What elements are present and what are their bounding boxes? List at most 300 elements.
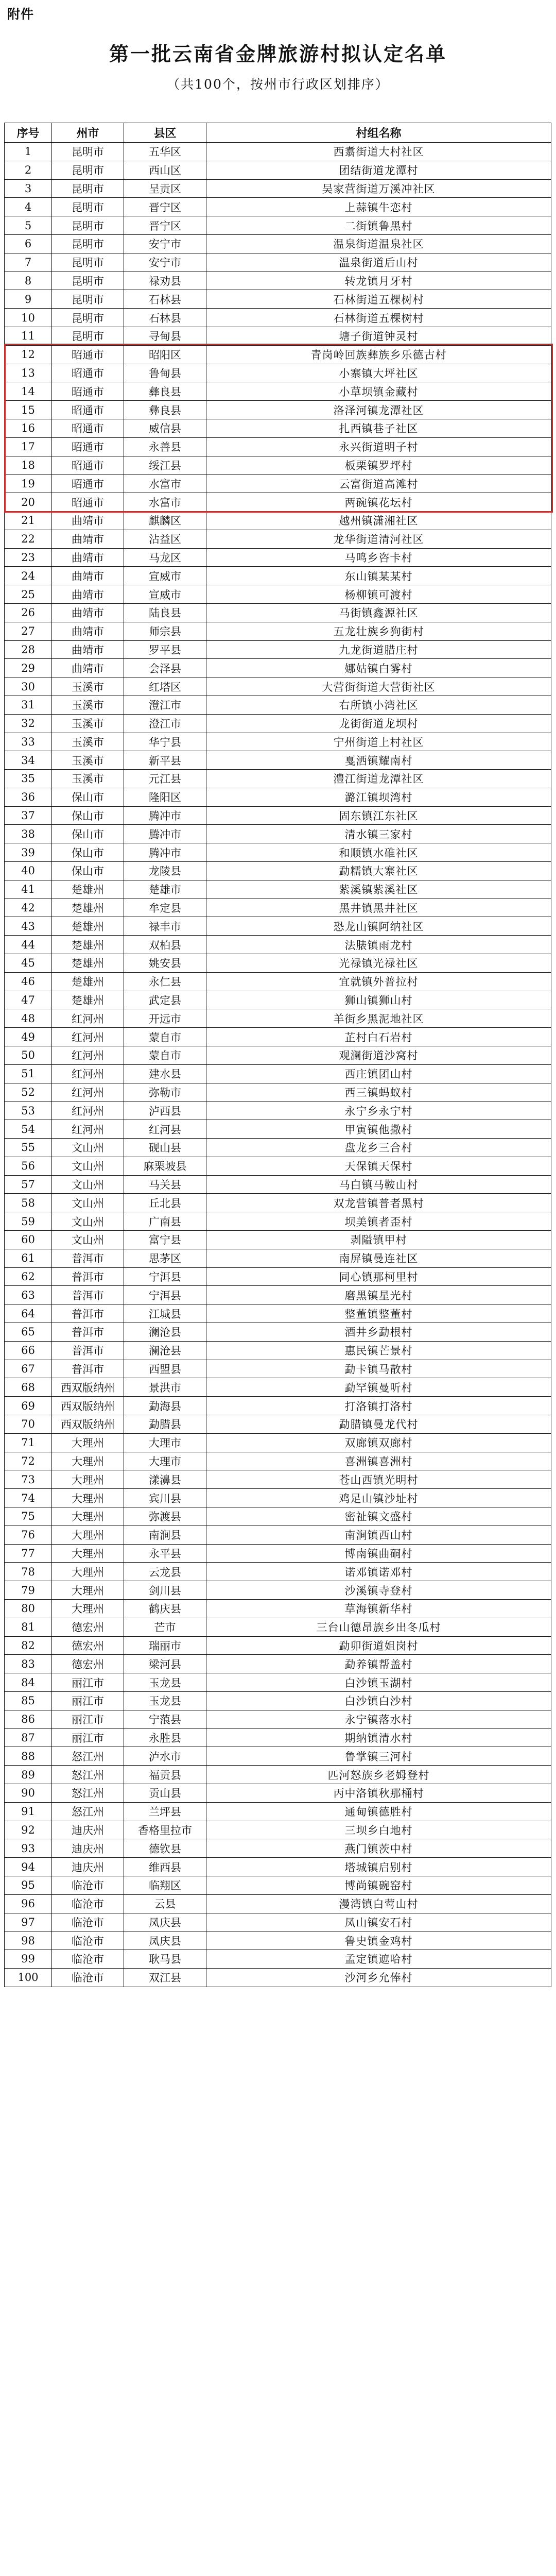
cell-prefecture: 文山州 (52, 1212, 124, 1231)
cell-county: 腾冲市 (124, 825, 206, 843)
cell-prefecture: 昭通市 (52, 474, 124, 493)
cell-index: 33 (5, 733, 52, 751)
cell-county: 禄丰市 (124, 917, 206, 936)
cell-village-name: 两碗镇花坛村 (206, 493, 551, 512)
cell-county: 彝良县 (124, 382, 206, 401)
cell-village-name: 扎西镇巷子社区 (206, 419, 551, 437)
cell-index: 64 (5, 1304, 52, 1323)
cell-village-name: 鲁掌镇三河村 (206, 1747, 551, 1766)
table-row (5, 843, 551, 862)
cell-prefecture: 德宏州 (52, 1636, 124, 1655)
cell-prefecture: 大理州 (52, 1563, 124, 1581)
cell-index: 18 (5, 456, 52, 474)
table-body (5, 143, 551, 1987)
cell-village-name: 同心镇那柯里村 (206, 1267, 551, 1286)
cell-village-name: 石林街道五棵树村 (206, 309, 551, 327)
table-row (5, 253, 551, 272)
cell-prefecture: 西双版纳州 (52, 1415, 124, 1433)
cell-index: 61 (5, 1249, 52, 1267)
cell-index: 93 (5, 1839, 52, 1858)
cell-prefecture: 西双版纳州 (52, 1378, 124, 1397)
cell-index: 62 (5, 1267, 52, 1286)
cell-index: 25 (5, 585, 52, 604)
cell-prefecture: 玉溪市 (52, 751, 124, 770)
cell-index: 40 (5, 862, 52, 880)
cell-prefecture: 德宏州 (52, 1618, 124, 1636)
cell-prefecture: 普洱市 (52, 1360, 124, 1378)
cell-village-name: 三台山德昂族乡出冬瓜村 (206, 1618, 551, 1636)
cell-county: 红塔区 (124, 677, 206, 696)
cell-index: 63 (5, 1286, 52, 1304)
cell-village-name: 右所镇小湾社区 (206, 696, 551, 714)
cell-county: 腾冲市 (124, 843, 206, 862)
cell-index: 5 (5, 216, 52, 235)
cell-county: 大理市 (124, 1433, 206, 1452)
cell-prefecture: 临沧市 (52, 1876, 124, 1894)
cell-county: 大理市 (124, 1452, 206, 1470)
cell-county: 思茅区 (124, 1249, 206, 1267)
cell-county: 西山区 (124, 161, 206, 179)
cell-county: 泸水市 (124, 1747, 206, 1766)
table-row (5, 1913, 551, 1931)
cell-county: 芒市 (124, 1618, 206, 1636)
cell-village-name: 清水镇三家村 (206, 825, 551, 843)
cell-index: 9 (5, 290, 52, 309)
cell-county: 澄江市 (124, 696, 206, 714)
table-row (5, 1526, 551, 1544)
table-row (5, 1304, 551, 1323)
cell-index: 8 (5, 272, 52, 290)
cell-prefecture: 昆明市 (52, 327, 124, 345)
cell-index: 100 (5, 1968, 52, 1987)
table-row (5, 1139, 551, 1157)
cell-index: 95 (5, 1876, 52, 1894)
table-row (5, 991, 551, 1009)
table-row (5, 1028, 551, 1046)
cell-county: 南涧县 (124, 1526, 206, 1544)
table-row (5, 1821, 551, 1839)
cell-village-name: 吴家营街道万溪冲社区 (206, 179, 551, 198)
table-row (5, 290, 551, 309)
table-row (5, 161, 551, 179)
cell-county: 楚雄市 (124, 880, 206, 899)
cell-index: 12 (5, 345, 52, 364)
table-row (5, 493, 551, 512)
cell-index: 23 (5, 548, 52, 567)
cell-county: 永仁县 (124, 972, 206, 991)
cell-village-name: 塘子街道钟灵村 (206, 327, 551, 345)
cell-index: 27 (5, 622, 52, 640)
cell-prefecture: 普洱市 (52, 1267, 124, 1286)
cell-index: 72 (5, 1452, 52, 1470)
cell-index: 17 (5, 437, 52, 456)
cell-index: 6 (5, 234, 52, 253)
cell-index: 86 (5, 1710, 52, 1728)
table-row (5, 640, 551, 659)
cell-village-name: 苍山西镇光明村 (206, 1470, 551, 1489)
cell-prefecture: 昆明市 (52, 143, 124, 161)
cell-prefecture: 昆明市 (52, 234, 124, 253)
table-row (5, 751, 551, 770)
cell-index: 21 (5, 511, 52, 530)
cell-village-name: 团结街道龙潭村 (206, 161, 551, 179)
cell-county: 弥勒市 (124, 1083, 206, 1101)
cell-county: 呈贡区 (124, 179, 206, 198)
cell-prefecture: 楚雄州 (52, 954, 124, 973)
cell-prefecture: 德宏州 (52, 1655, 124, 1673)
cell-county: 麻栗坡县 (124, 1157, 206, 1175)
cell-index: 10 (5, 309, 52, 327)
cell-village-name: 青岗岭回族彝族乡乐德古村 (206, 345, 551, 364)
cell-village-name: 永兴街道明子村 (206, 437, 551, 456)
cell-village-name: 永宁乡永宁村 (206, 1101, 551, 1120)
cell-county: 梁河县 (124, 1655, 206, 1673)
table-row (5, 733, 551, 751)
page-title: 第一批云南省金牌旅游村拟认定名单 (109, 42, 447, 65)
table-row (5, 1286, 551, 1304)
table-row (5, 585, 551, 604)
cell-county: 威信县 (124, 419, 206, 437)
cell-village-name: 石林街道五棵树村 (206, 290, 551, 309)
cell-county: 耿马县 (124, 1950, 206, 1969)
cell-county: 泸西县 (124, 1101, 206, 1120)
cell-village-name: 芷村白石岩村 (206, 1028, 551, 1046)
cell-index: 94 (5, 1858, 52, 1876)
cell-county: 凤庆县 (124, 1931, 206, 1950)
cell-village-name: 南屏镇曼连社区 (206, 1249, 551, 1267)
table-row (5, 1378, 551, 1397)
cell-village-name: 澧江街道龙潭社区 (206, 770, 551, 788)
cell-county: 蒙自市 (124, 1028, 206, 1046)
table-row (5, 364, 551, 382)
table-row (5, 1267, 551, 1286)
cell-village-name: 东山镇某某村 (206, 567, 551, 585)
cell-county: 西盟县 (124, 1360, 206, 1378)
cell-index: 71 (5, 1433, 52, 1452)
cell-county: 昭阳区 (124, 345, 206, 364)
cell-county: 腾冲市 (124, 806, 206, 825)
cell-village-name: 马白镇马鞍山村 (206, 1175, 551, 1194)
cell-village-name: 甲寅镇他撒村 (206, 1120, 551, 1139)
cell-prefecture: 文山州 (52, 1175, 124, 1194)
cell-prefecture: 昭通市 (52, 419, 124, 437)
cell-county: 蒙自市 (124, 1046, 206, 1065)
cell-village-name: 永宁镇落水村 (206, 1710, 551, 1728)
cell-index: 14 (5, 382, 52, 401)
cell-index: 52 (5, 1083, 52, 1101)
cell-prefecture: 大理州 (52, 1470, 124, 1489)
cell-village-name: 宁州街道上村社区 (206, 733, 551, 751)
table-row (5, 1397, 551, 1415)
cell-prefecture: 楚雄州 (52, 972, 124, 991)
cell-village-name: 固东镇江东社区 (206, 806, 551, 825)
cell-county: 绥江县 (124, 456, 206, 474)
cell-index: 60 (5, 1231, 52, 1249)
table-header-row (5, 123, 551, 143)
cell-county: 维西县 (124, 1858, 206, 1876)
table-row (5, 327, 551, 345)
cell-county: 罗平县 (124, 640, 206, 659)
table-row (5, 1064, 551, 1083)
cell-index: 57 (5, 1175, 52, 1194)
cell-county: 禄劝县 (124, 272, 206, 290)
cell-index: 78 (5, 1563, 52, 1581)
cell-prefecture: 大理州 (52, 1452, 124, 1470)
table-row (5, 1599, 551, 1618)
table-row (5, 1618, 551, 1636)
table-row (5, 1673, 551, 1692)
cell-county: 元江县 (124, 770, 206, 788)
cell-village-name: 丙中洛镇秋那桶村 (206, 1784, 551, 1802)
table-row (5, 1046, 551, 1065)
cell-village-name: 天保镇天保村 (206, 1157, 551, 1175)
cell-index: 92 (5, 1821, 52, 1839)
cell-village-name: 狮山镇狮山村 (206, 991, 551, 1009)
cell-index: 38 (5, 825, 52, 843)
cell-index: 59 (5, 1212, 52, 1231)
table-row (5, 1231, 551, 1249)
cell-prefecture: 曲靖市 (52, 511, 124, 530)
cell-index: 56 (5, 1157, 52, 1175)
cell-prefecture: 红河州 (52, 1120, 124, 1139)
cell-county: 澄江市 (124, 714, 206, 733)
cell-village-name: 白沙镇白沙村 (206, 1691, 551, 1710)
cell-village-name: 法脿镇雨龙村 (206, 936, 551, 954)
table-row (5, 1489, 551, 1507)
cell-index: 53 (5, 1101, 52, 1120)
cell-village-name: 勐罕镇曼听村 (206, 1378, 551, 1397)
cell-county: 弥渡县 (124, 1507, 206, 1526)
cell-village-name: 勐养镇帮盖村 (206, 1655, 551, 1673)
cell-index: 48 (5, 1009, 52, 1028)
cell-index: 13 (5, 364, 52, 382)
cell-prefecture: 红河州 (52, 1064, 124, 1083)
cell-village-name: 板栗镇罗坪村 (206, 456, 551, 474)
cell-village-name: 勐腊镇曼龙代村 (206, 1415, 551, 1433)
cell-county: 建水县 (124, 1064, 206, 1083)
table-row (5, 862, 551, 880)
table-row (5, 603, 551, 622)
cell-county: 安宁市 (124, 253, 206, 272)
table-row (5, 1120, 551, 1139)
cell-village-name: 龙华街道清河社区 (206, 530, 551, 548)
table-row (5, 714, 551, 733)
cell-index: 82 (5, 1636, 52, 1655)
cell-index: 96 (5, 1894, 52, 1913)
cell-prefecture: 昆明市 (52, 179, 124, 198)
table-row (5, 419, 551, 437)
cell-index: 30 (5, 677, 52, 696)
cell-index: 66 (5, 1341, 52, 1360)
cell-county: 宾川县 (124, 1489, 206, 1507)
cell-prefecture: 大理州 (52, 1507, 124, 1526)
table-row (5, 179, 551, 198)
table-row (5, 1175, 551, 1194)
table-row (5, 677, 551, 696)
table-row (5, 806, 551, 825)
table-row (5, 1858, 551, 1876)
cell-index: 19 (5, 474, 52, 493)
cell-county: 马关县 (124, 1175, 206, 1194)
table-row (5, 917, 551, 936)
cell-prefecture: 普洱市 (52, 1286, 124, 1304)
cell-index: 75 (5, 1507, 52, 1526)
cell-prefecture: 楚雄州 (52, 880, 124, 899)
cell-prefecture: 昆明市 (52, 161, 124, 179)
table-row (5, 1341, 551, 1360)
table-row (5, 1452, 551, 1470)
cell-prefecture: 曲靖市 (52, 622, 124, 640)
cell-village-name: 沙河乡允俸村 (206, 1968, 551, 1987)
cell-index: 77 (5, 1544, 52, 1563)
cell-prefecture: 临沧市 (52, 1968, 124, 1987)
cell-prefecture: 怒江州 (52, 1802, 124, 1821)
table-row (5, 1415, 551, 1433)
cell-index: 1 (5, 143, 52, 161)
cell-index: 73 (5, 1470, 52, 1489)
cell-county: 永善县 (124, 437, 206, 456)
cell-county: 麒麟区 (124, 511, 206, 530)
cell-index: 26 (5, 603, 52, 622)
cell-prefecture: 昭通市 (52, 401, 124, 419)
cell-county: 武定县 (124, 991, 206, 1009)
table-row (5, 1157, 551, 1175)
table-row (5, 272, 551, 290)
cell-prefecture: 昭通市 (52, 437, 124, 456)
table-row (5, 345, 551, 364)
cell-village-name: 恐龙山镇阿纳社区 (206, 917, 551, 936)
cell-index: 70 (5, 1415, 52, 1433)
cell-index: 37 (5, 806, 52, 825)
cell-village-name: 光禄镇光禄社区 (206, 954, 551, 973)
table-row (5, 216, 551, 235)
cell-village-name: 勐卯街道姐岗村 (206, 1636, 551, 1655)
table-row (5, 143, 551, 161)
cell-index: 54 (5, 1120, 52, 1139)
cell-index: 51 (5, 1064, 52, 1083)
cell-village-name: 燕门镇茨中村 (206, 1839, 551, 1858)
cell-prefecture: 怒江州 (52, 1784, 124, 1802)
table-row (5, 1009, 551, 1028)
table-row (5, 1581, 551, 1600)
cell-prefecture: 文山州 (52, 1194, 124, 1212)
cell-index: 39 (5, 843, 52, 862)
cell-index: 34 (5, 751, 52, 770)
cell-village-name: 勐卡镇马散村 (206, 1360, 551, 1378)
cell-prefecture: 昭通市 (52, 493, 124, 512)
cell-prefecture: 丽江市 (52, 1691, 124, 1710)
cell-index: 85 (5, 1691, 52, 1710)
cell-county: 沾益区 (124, 530, 206, 548)
cell-index: 3 (5, 179, 52, 198)
cell-county: 宁蒗县 (124, 1710, 206, 1728)
cell-index: 36 (5, 788, 52, 806)
cell-index: 65 (5, 1323, 52, 1342)
cell-prefecture: 普洱市 (52, 1341, 124, 1360)
cell-prefecture: 玉溪市 (52, 770, 124, 788)
table-row (5, 825, 551, 843)
cell-county: 剑川县 (124, 1581, 206, 1600)
cell-village-name: 龙街街道龙坝村 (206, 714, 551, 733)
cell-village-name: 磨黑镇星光村 (206, 1286, 551, 1304)
cell-prefecture: 丽江市 (52, 1710, 124, 1728)
table-row (5, 1249, 551, 1267)
cell-village-name: 塔城镇启别村 (206, 1858, 551, 1876)
table-row (5, 788, 551, 806)
cell-village-name: 越州镇潇湘社区 (206, 511, 551, 530)
cell-village-name: 二街镇鲁黑村 (206, 216, 551, 235)
header-village-name: 村组名称 (206, 123, 551, 143)
cell-village-name: 马街镇鑫源社区 (206, 603, 551, 622)
table-row (5, 622, 551, 640)
cell-village-name: 南涧镇西山村 (206, 1526, 551, 1544)
cell-county: 兰坪县 (124, 1802, 206, 1821)
cell-prefecture: 怒江州 (52, 1766, 124, 1784)
cell-index: 32 (5, 714, 52, 733)
cell-village-name: 小寨镇大坪社区 (206, 364, 551, 382)
cell-prefecture: 大理州 (52, 1599, 124, 1618)
table-row (5, 1710, 551, 1728)
cell-index: 91 (5, 1802, 52, 1821)
cell-village-name: 西庄镇团山村 (206, 1064, 551, 1083)
cell-village-name: 黑井镇黑井社区 (206, 899, 551, 917)
cell-prefecture: 临沧市 (52, 1913, 124, 1931)
cell-prefecture: 楚雄州 (52, 991, 124, 1009)
cell-prefecture: 曲靖市 (52, 659, 124, 677)
cell-index: 58 (5, 1194, 52, 1212)
cell-index: 50 (5, 1046, 52, 1065)
table-row (5, 382, 551, 401)
cell-village-name: 盘龙乡三合村 (206, 1139, 551, 1157)
cell-prefecture: 大理州 (52, 1489, 124, 1507)
cell-village-name: 凤山镇安石村 (206, 1913, 551, 1931)
cell-prefecture: 昆明市 (52, 272, 124, 290)
cell-prefecture: 普洱市 (52, 1249, 124, 1267)
cell-county: 红河县 (124, 1120, 206, 1139)
cell-prefecture: 临沧市 (52, 1950, 124, 1969)
cell-index: 15 (5, 401, 52, 419)
cell-index: 44 (5, 936, 52, 954)
table-row (5, 1728, 551, 1747)
table-row (5, 511, 551, 530)
cell-prefecture: 曲靖市 (52, 530, 124, 548)
cell-prefecture: 昭通市 (52, 364, 124, 382)
cell-index: 67 (5, 1360, 52, 1378)
cell-county: 龙陵县 (124, 862, 206, 880)
table-row (5, 437, 551, 456)
cell-county: 江城县 (124, 1304, 206, 1323)
cell-index: 45 (5, 954, 52, 973)
cell-prefecture: 楚雄州 (52, 899, 124, 917)
cell-county: 五华区 (124, 143, 206, 161)
table-row (5, 1433, 551, 1452)
cell-prefecture: 昆明市 (52, 198, 124, 216)
cell-county: 临翔区 (124, 1876, 206, 1894)
header-prefecture: 州市 (52, 123, 124, 143)
cell-county: 永平县 (124, 1544, 206, 1563)
cell-index: 7 (5, 253, 52, 272)
cell-index: 68 (5, 1378, 52, 1397)
cell-index: 43 (5, 917, 52, 936)
cell-index: 2 (5, 161, 52, 179)
cell-county: 宣威市 (124, 585, 206, 604)
cell-county: 彝良县 (124, 401, 206, 419)
cell-prefecture: 玉溪市 (52, 677, 124, 696)
table-row (5, 474, 551, 493)
cell-prefecture: 迪庆州 (52, 1839, 124, 1858)
cell-county: 新平县 (124, 751, 206, 770)
cell-village-name: 西三镇蚂蚁村 (206, 1083, 551, 1101)
